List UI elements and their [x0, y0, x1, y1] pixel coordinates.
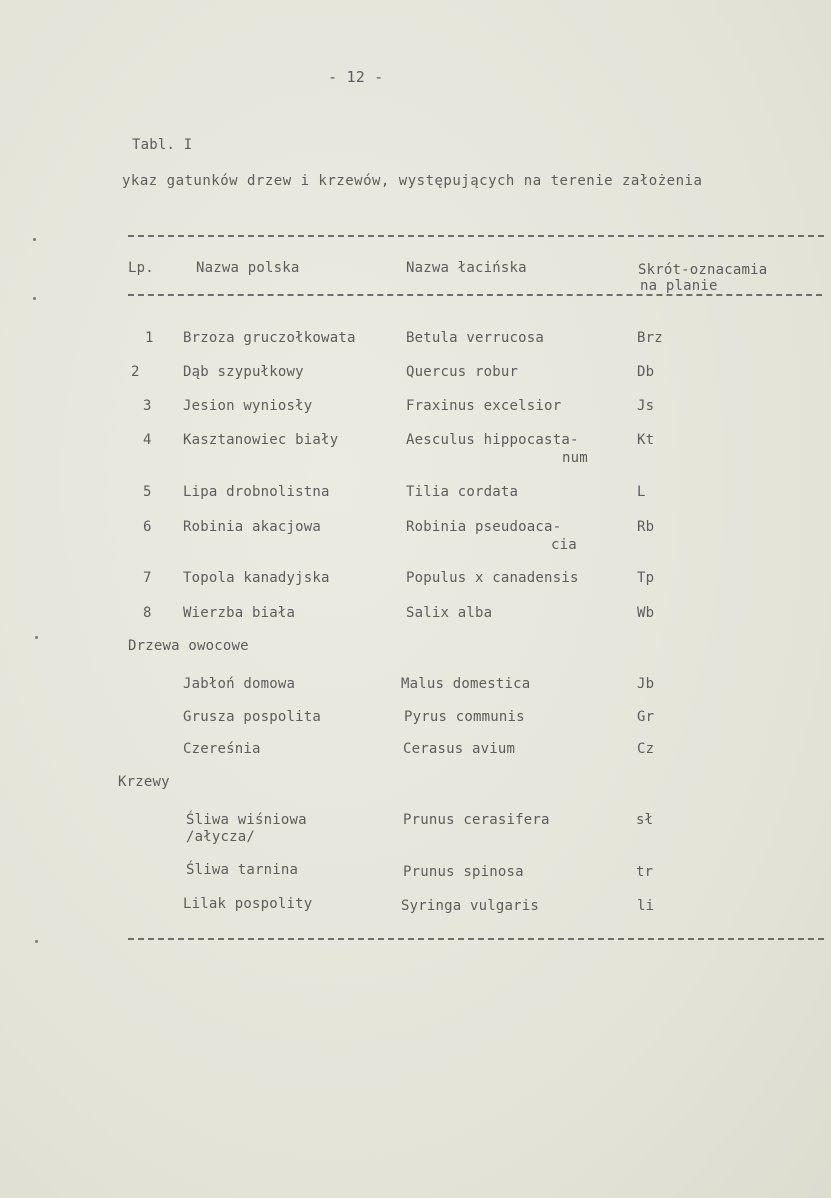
row-polish-name: Brzoza gruczołkowata — [183, 330, 356, 346]
header-abbreviation: Skrót-oznacamia — [638, 262, 768, 278]
row-lp: 7 — [143, 570, 152, 586]
row-polish-name: Czereśnia — [183, 741, 261, 757]
row-abbreviation: li — [637, 898, 655, 914]
row-polish-name: Śliwa wiśniowa — [186, 812, 307, 828]
punch-mark — [35, 636, 38, 639]
section-label-fruit-trees: Drzewa owocowe — [128, 638, 249, 654]
row-abbreviation: L — [637, 484, 646, 500]
page-number: - 12 - — [328, 68, 384, 86]
row-latin-name: Prunus cerasifera — [403, 812, 550, 828]
row-latin-name: Quercus robur — [406, 364, 519, 380]
row-abbreviation: tr — [636, 864, 654, 880]
row-lp: 8 — [143, 605, 152, 621]
table-label: Tabl. I — [132, 137, 193, 153]
row-polish-name: Jesion wyniosły — [183, 398, 313, 414]
row-abbreviation: Wb — [637, 605, 655, 621]
row-lp: 2 — [131, 364, 140, 380]
row-latin-name: Cerasus avium — [403, 741, 516, 757]
header-lp: Lp. — [128, 260, 154, 276]
row-polish-name: Lipa drobnolistna — [183, 484, 330, 500]
bottom-rule — [128, 938, 824, 940]
row-latin-name: Prunus spinosa — [403, 864, 524, 880]
row-abbreviation: sł — [636, 812, 654, 828]
top-rule — [128, 235, 824, 237]
row-lp: 1 — [145, 330, 154, 346]
row-latin-name: Betula verrucosa — [406, 330, 545, 346]
header-rule — [128, 294, 822, 296]
row-abbreviation: Tp — [637, 570, 655, 586]
row-latin-name: Aesculus hippocasta- — [406, 432, 579, 448]
header-polish-name: Nazwa polska — [196, 260, 300, 276]
row-polish-name: Grusza pospolita — [183, 709, 322, 725]
header-latin-name: Nazwa łacińska — [406, 260, 527, 276]
punch-mark — [35, 940, 38, 943]
row-polish-name: Lilak pospolity — [183, 896, 313, 912]
row-latin-name: Fraxinus excelsior — [406, 398, 562, 414]
row-abbreviation: Jb — [637, 676, 655, 692]
row-abbreviation: Gr — [637, 709, 655, 725]
header-abbreviation-line2: na planie — [640, 278, 718, 294]
row-lp: 6 — [143, 519, 152, 535]
row-polish-name: Kasztanowiec biały — [183, 432, 339, 448]
row-lp: 4 — [143, 432, 152, 448]
row-latin-name-cont: num — [562, 450, 588, 466]
row-lp: 3 — [143, 398, 152, 414]
row-polish-name: Dąb szypułkowy — [183, 364, 304, 380]
row-polish-name: Jabłoń domowa — [183, 676, 296, 692]
row-polish-name-cont: /ałycza/ — [186, 829, 256, 845]
row-abbreviation: Rb — [637, 519, 655, 535]
row-polish-name: Śliwa tarnina — [186, 862, 299, 878]
row-polish-name: Topola kanadyjska — [183, 570, 330, 586]
row-latin-name: Tilia cordata — [406, 484, 519, 500]
row-abbreviation: Js — [637, 398, 655, 414]
row-latin-name: Pyrus communis — [404, 709, 525, 725]
punch-mark — [33, 238, 36, 241]
row-lp: 5 — [143, 484, 152, 500]
row-latin-name: Malus domestica — [401, 676, 531, 692]
row-abbreviation: Db — [637, 364, 655, 380]
section-label-shrubs: Krzewy — [118, 774, 170, 790]
row-abbreviation: Brz — [637, 330, 663, 346]
row-polish-name: Robinia akacjowa — [183, 519, 322, 535]
punch-mark — [33, 297, 36, 300]
row-latin-name: Robinia pseudoaca- — [406, 519, 562, 535]
table-caption: ykaz gatunków drzew i krzewów, występujących na terenie założenia — [122, 173, 703, 189]
row-latin-name: Salix alba — [406, 605, 493, 621]
row-abbreviation: Kt — [637, 432, 655, 448]
row-polish-name: Wierzba biała — [183, 605, 296, 621]
row-latin-name-cont: cia — [551, 537, 577, 553]
row-latin-name: Syringa vulgaris — [401, 898, 540, 914]
row-latin-name: Populus x canadensis — [406, 570, 579, 586]
row-abbreviation: Cz — [637, 741, 655, 757]
